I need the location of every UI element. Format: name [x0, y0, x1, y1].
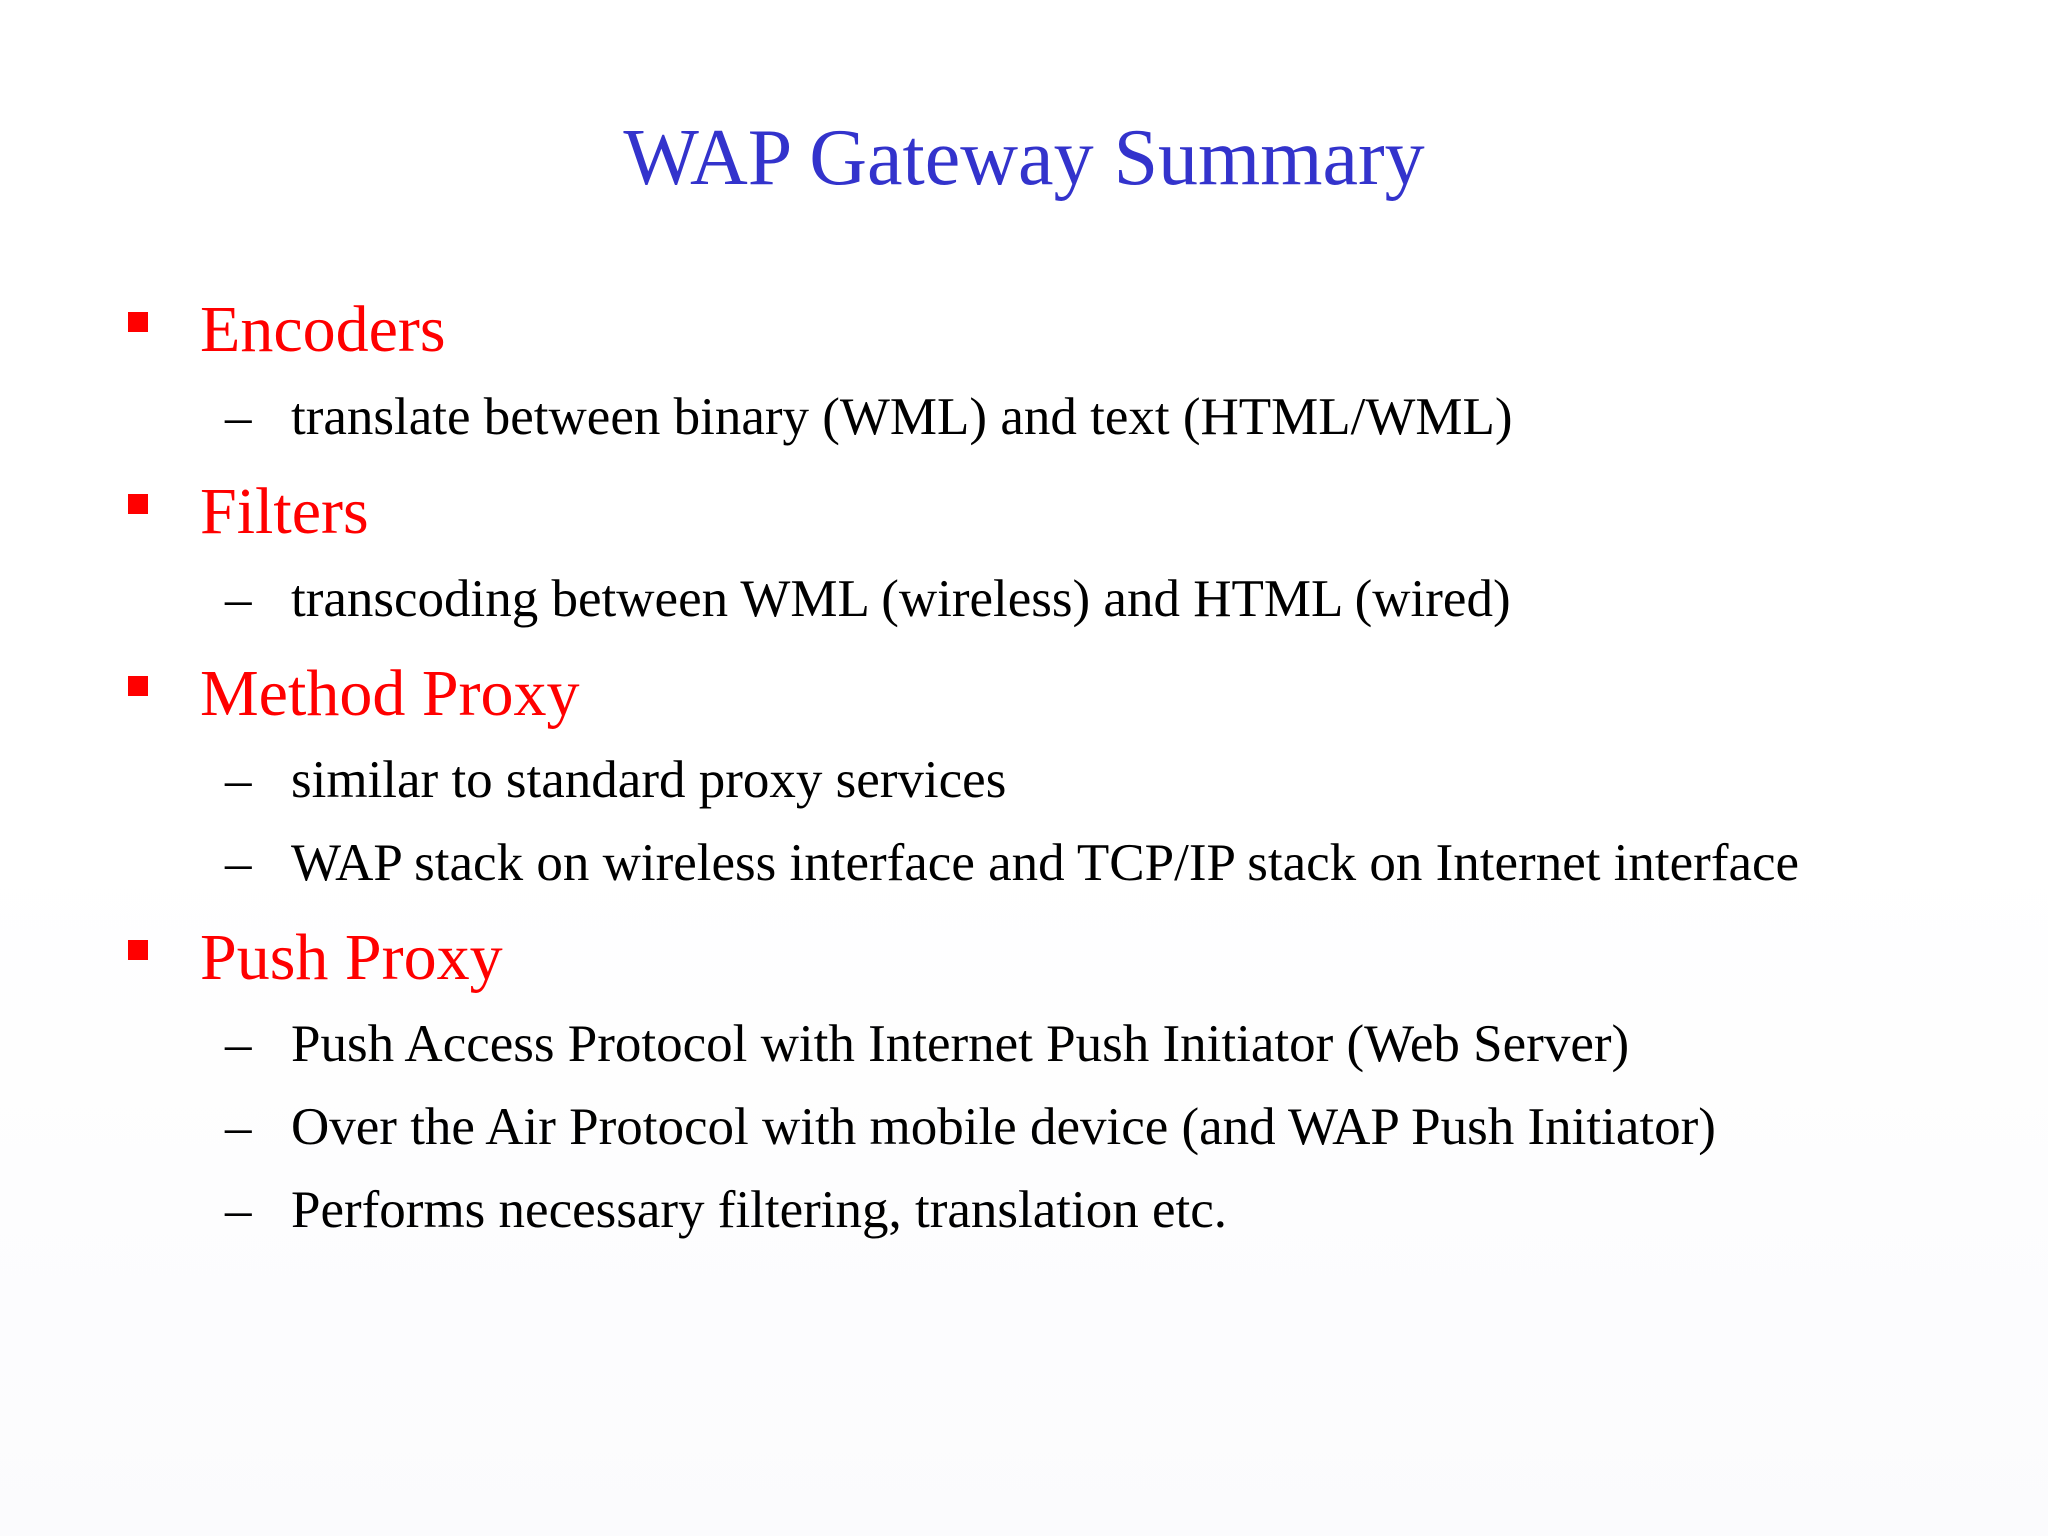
dash-icon: –	[225, 570, 252, 628]
square-bullet-icon	[128, 494, 148, 514]
bullet-label: Filters	[200, 475, 369, 548]
square-bullet-icon	[128, 676, 148, 696]
sub-item-text: WAP stack on wireless interface and TCP/IP stack on Internet interface	[291, 834, 1800, 892]
dash-icon: –	[225, 1015, 252, 1073]
bullet-label: Encoders	[200, 293, 446, 366]
sub-item-text: similar to standard proxy services	[291, 751, 1007, 809]
slide-title: WAP Gateway Summary	[623, 114, 1425, 202]
dash-icon: –	[225, 1098, 252, 1156]
bullet-label: Push Proxy	[200, 921, 503, 994]
sub-item-text: Over the Air Protocol with mobile device (and WAP Push Initiator)	[291, 1098, 1716, 1156]
square-bullet-icon	[128, 312, 148, 332]
sub-item-text: translate between binary (WML) and text (HTML/WML)	[291, 388, 1513, 446]
dash-icon: –	[225, 834, 252, 892]
dash-icon: –	[225, 1181, 252, 1239]
square-bullet-icon	[128, 940, 148, 960]
bullet-label: Method Proxy	[200, 657, 580, 730]
sub-item-text: Push Access Protocol with Internet Push Initiator (Web Server)	[291, 1015, 1630, 1073]
sub-item-text: transcoding between WML (wireless) and HTML (wired)	[291, 570, 1511, 628]
dash-icon: –	[225, 751, 252, 809]
sub-item-text: Performs necessary filtering, translation etc.	[291, 1181, 1228, 1239]
dash-icon: –	[225, 388, 252, 446]
